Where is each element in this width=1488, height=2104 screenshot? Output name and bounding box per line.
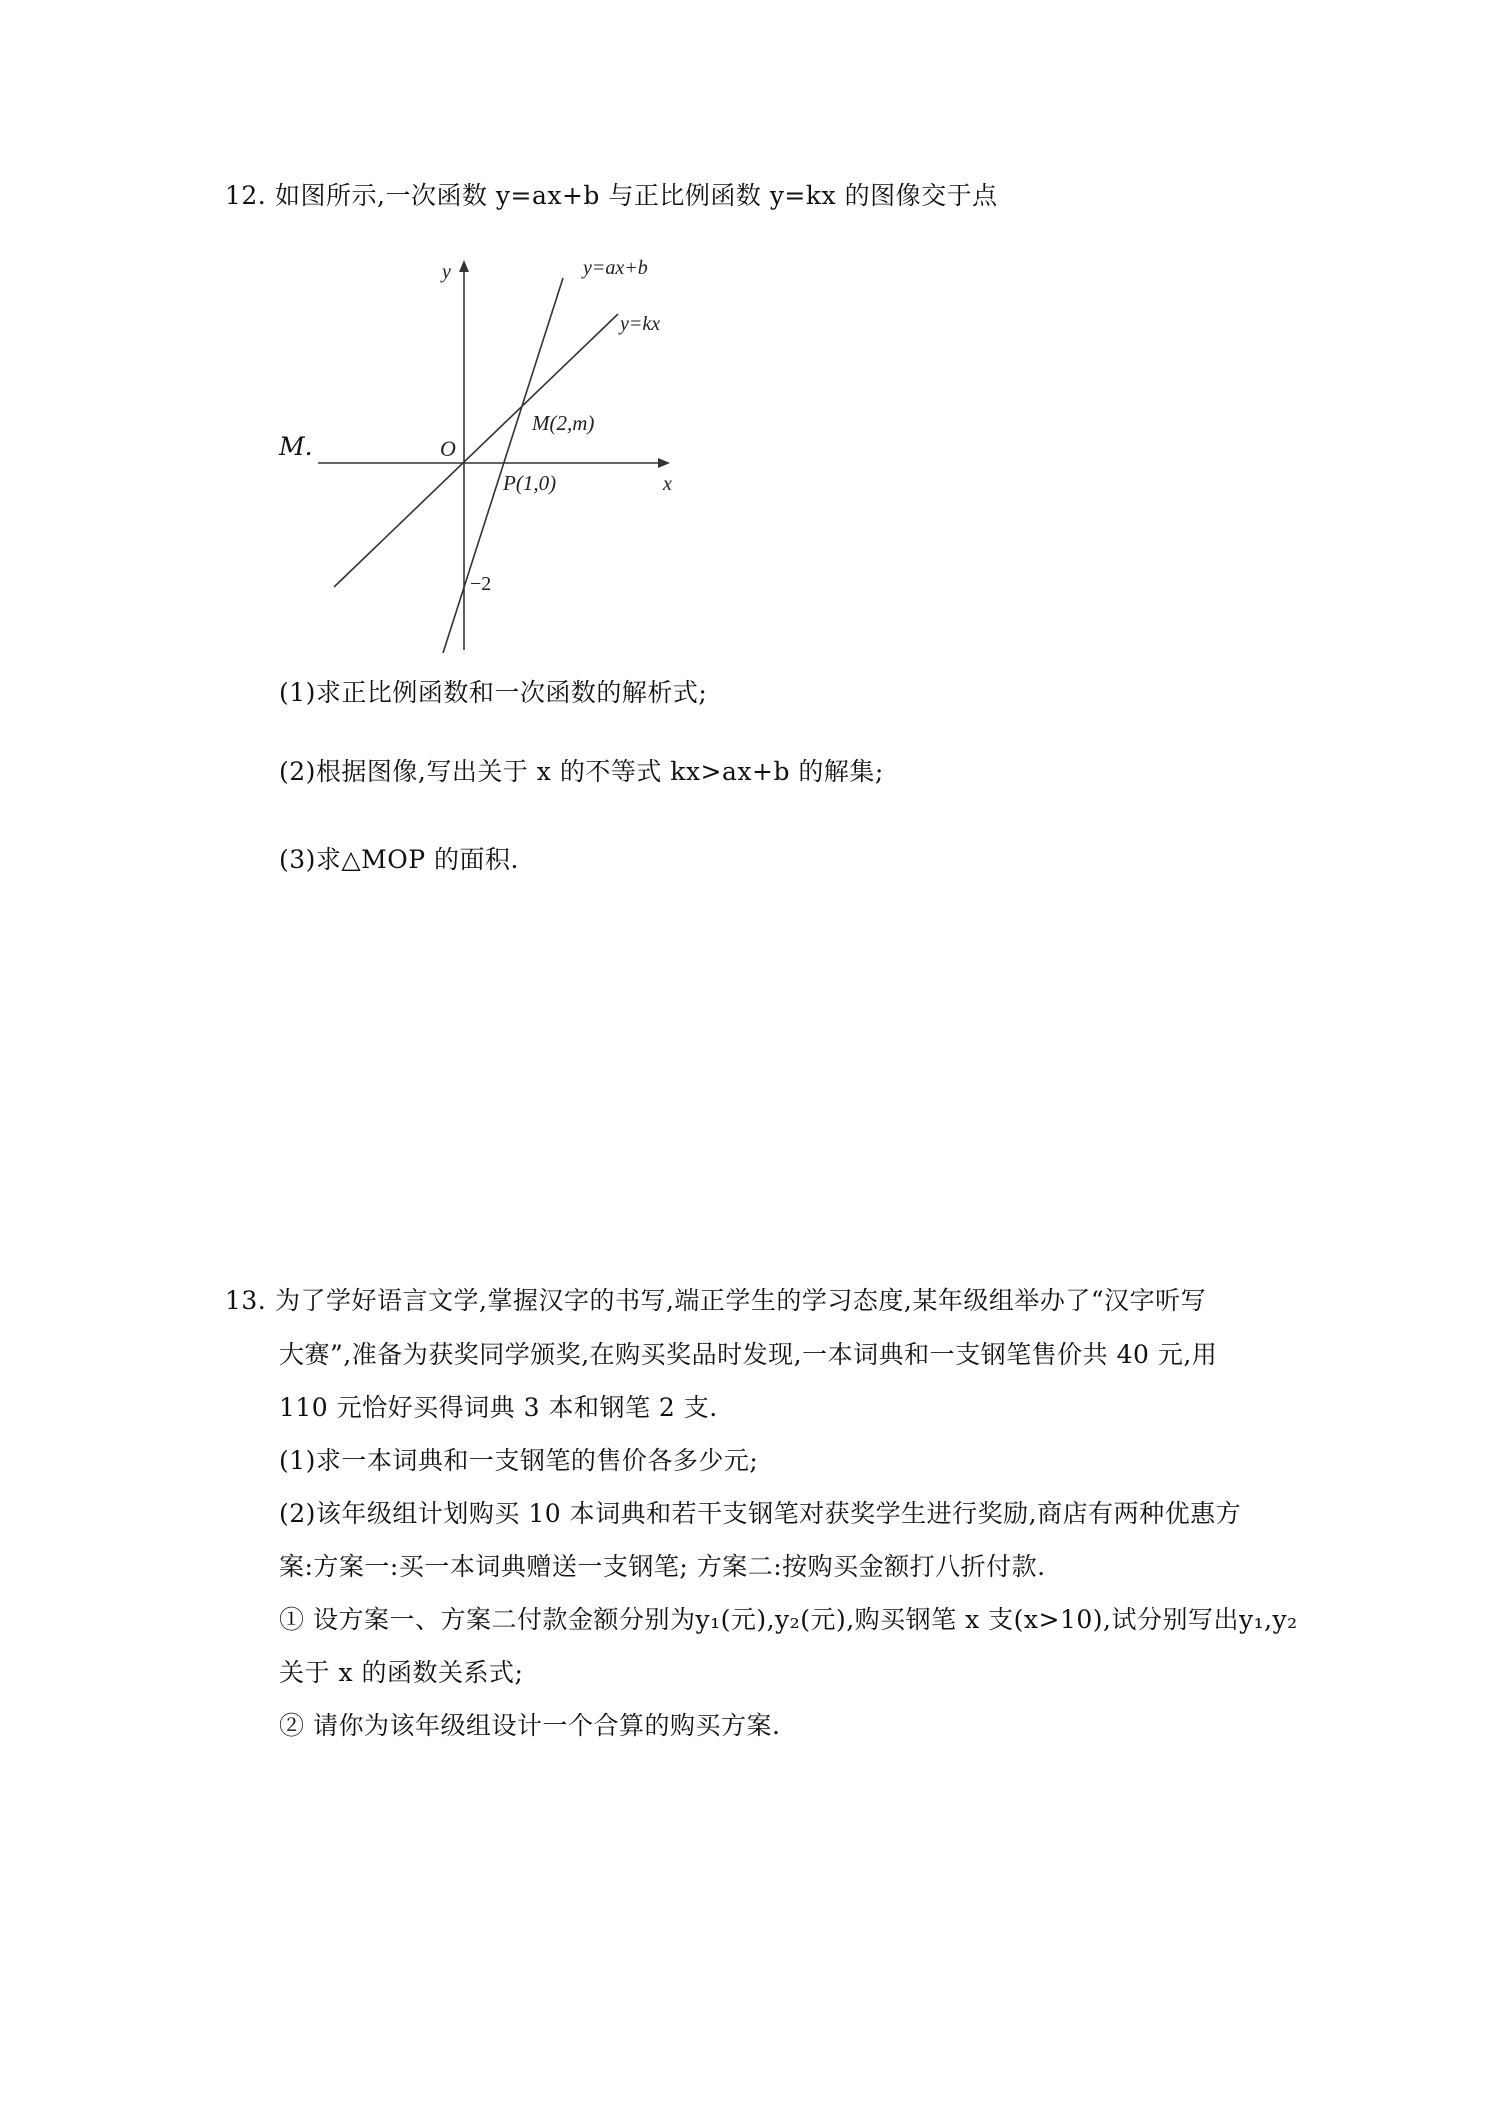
q13-line-2: 大赛”,准备为获奖同学颁奖,在购买奖品时发现,一本词典和一支钢笔售价共 40 元,用 — [279, 1340, 1218, 1369]
line1-label: y=ax+b — [583, 257, 648, 279]
origin-label: O — [440, 436, 456, 461]
q12-part-1: (1)求正比例函数和一次函数的解析式; — [279, 678, 708, 707]
q12-stem-tail: M. — [279, 432, 313, 461]
q13-line-7: ① 设方案一、方案二付款金额分别为y₁(元),y₂(元),购买钢笔 x 支(x>10),试分别写出y₁,y₂ — [279, 1605, 1298, 1634]
q13-number: 13. — [225, 1286, 267, 1315]
q13-line-8: 关于 x 的函数关系式; — [279, 1658, 524, 1687]
q13-line-9: ② 请你为该年级组设计一个合算的购买方案. — [279, 1711, 781, 1740]
q13-line-4: (1)求一本词典和一支钢笔的售价各多少元; — [279, 1446, 759, 1475]
q12-stem: 如图所示,一次函数 y=ax+b 与正比例函数 y=kx 的图像交于点 — [275, 181, 998, 210]
graph-svg — [318, 250, 678, 660]
q12-part-3: (3)求△MOP 的面积. — [279, 845, 519, 874]
q13-line-1 — [225, 1285, 1206, 1317]
line2-label: y=kx — [620, 313, 661, 335]
q13-line-6: 案:方案一:买一本词典赠送一支钢笔; 方案二:按购买金额打八折付款. — [279, 1552, 1046, 1581]
intercept-label: −2 — [470, 573, 492, 595]
q12-number: 12. — [225, 181, 267, 210]
q13-line-5: (2)该年级组计划购买 10 本词典和若干支钢笔对获奖学生进行奖励,商店有两种优惠方 — [279, 1499, 1242, 1528]
x-axis-arrow-icon — [658, 458, 670, 468]
q12-function-graph — [318, 250, 678, 660]
line-y-kx — [334, 314, 618, 587]
point-m-label: M(2,m) — [532, 411, 595, 435]
q12-stem-line — [225, 180, 998, 212]
q13-text-1: 为了学好语言文学,掌握汉字的书写,端正学生的学习态度,某年级组举办了“汉字听写 — [275, 1286, 1207, 1315]
y-axis-arrow-icon — [459, 260, 469, 272]
x-axis-label: x — [663, 473, 672, 495]
q13-line-3: 110 元恰好买得词典 3 本和钢笔 2 支. — [279, 1393, 718, 1422]
y-axis-label: y — [442, 261, 451, 283]
point-p-label: P(1,0) — [503, 471, 557, 495]
q12-part-2: (2)根据图像,写出关于 x 的不等式 kx>ax+b 的解集; — [279, 757, 884, 786]
